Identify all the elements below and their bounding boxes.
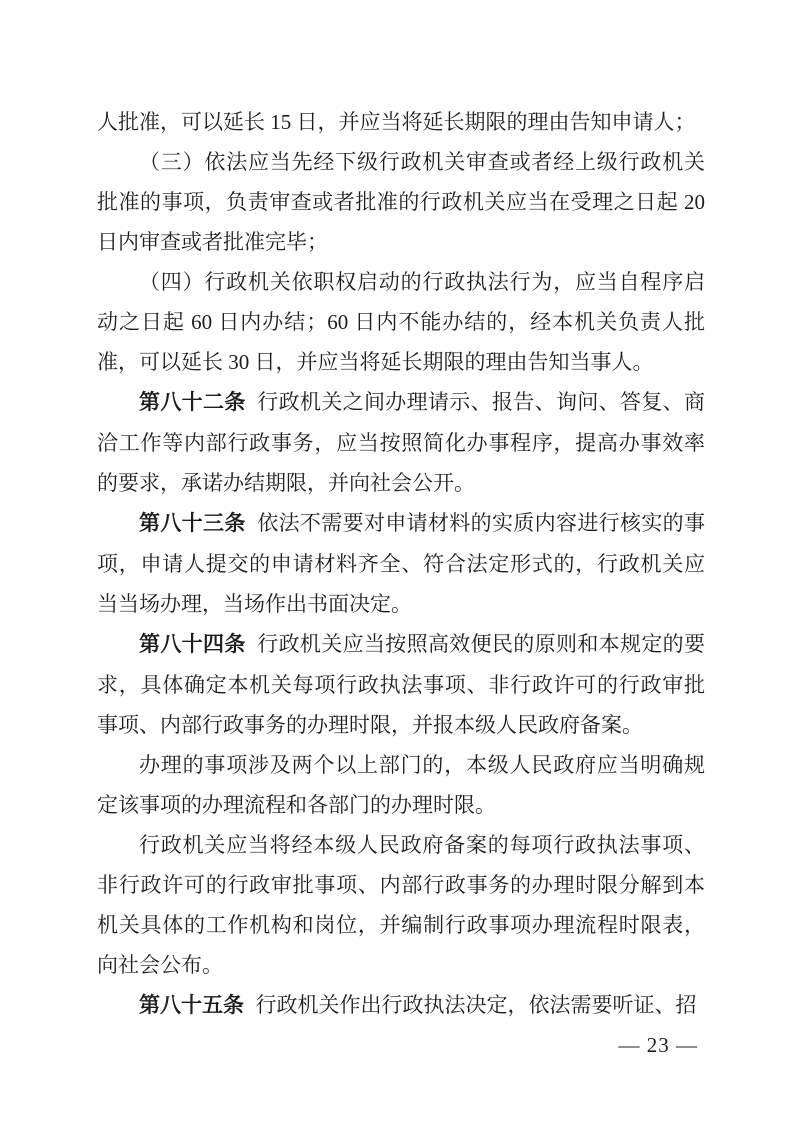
paragraph	[97, 825, 705, 985]
paragraph	[97, 503, 705, 624]
article-number: 第八十三条	[139, 512, 246, 535]
paragraph-text: 行政机关之间办理请示、报告、询问、答复、商洽工作等内部行政事务，应当按照简化办事程序，提高办事效率的要求，承诺办结期限，并向社会公开。	[97, 390, 706, 495]
paragraph	[97, 985, 705, 1026]
paragraph	[97, 382, 705, 503]
article-number: 第八十四条	[139, 633, 246, 656]
paragraph	[97, 142, 705, 262]
paragraph-text: 办理的事项涉及两个以上部门的，本级人民政府应当明确规定该事项的办理流程和各部门的办理时限。	[97, 753, 705, 817]
paragraph-text: 依法不需要对申请材料的实质内容进行核实的事项，申请人提交的申请材料齐全、符合法定形式的，行政机关应当当场办理，当场作出书面决定。	[97, 511, 706, 616]
paragraph	[97, 102, 705, 142]
paragraph-text: 行政机关应当将经本级人民政府备案的每项行政执法事项、非行政许可的行政审批事项、内部行政事务的办理时限分解到本机关具体的工作机构和岗位，并编制行政事项办理流程时限表，向社会公布。	[97, 833, 705, 977]
paragraph	[97, 624, 705, 745]
article-number: 第八十二条	[139, 391, 246, 414]
paragraph	[97, 262, 705, 382]
paragraph-text: （四）行政机关依职权启动的行政执法行为，应当自程序启动之日起 60 日内办结；60 日内不能办结的，经本机关负责人批准，可以延长 30 日，并应当将延长期限的理由告知当事人。	[97, 270, 705, 374]
paragraph	[97, 745, 705, 825]
paragraph-text: 行政机关作出行政执法决定，依法需要听证、招	[255, 993, 697, 1017]
article-number: 第八十五条	[139, 994, 244, 1017]
paragraph-text: （三）依法应当先经下级行政机关审查或者经上级行政机关批准的事项，负责审查或者批准的行政机关应当在受理之日起 20 日内审查或者批准完毕；	[97, 150, 705, 254]
paragraph-text: 行政机关应当按照高效便民的原则和本规定的要求，具体确定本机关每项行政执法事项、非行政许可的行政审批事项、内部行政事务的办理时限，并报本级人民政府备案。	[97, 632, 706, 737]
document-body	[97, 102, 705, 1026]
paragraph-text: 人批准，可以延长 15 日，并应当将延长期限的理由告知申请人；	[97, 110, 696, 134]
page-number: — 23 —	[618, 1033, 698, 1057]
